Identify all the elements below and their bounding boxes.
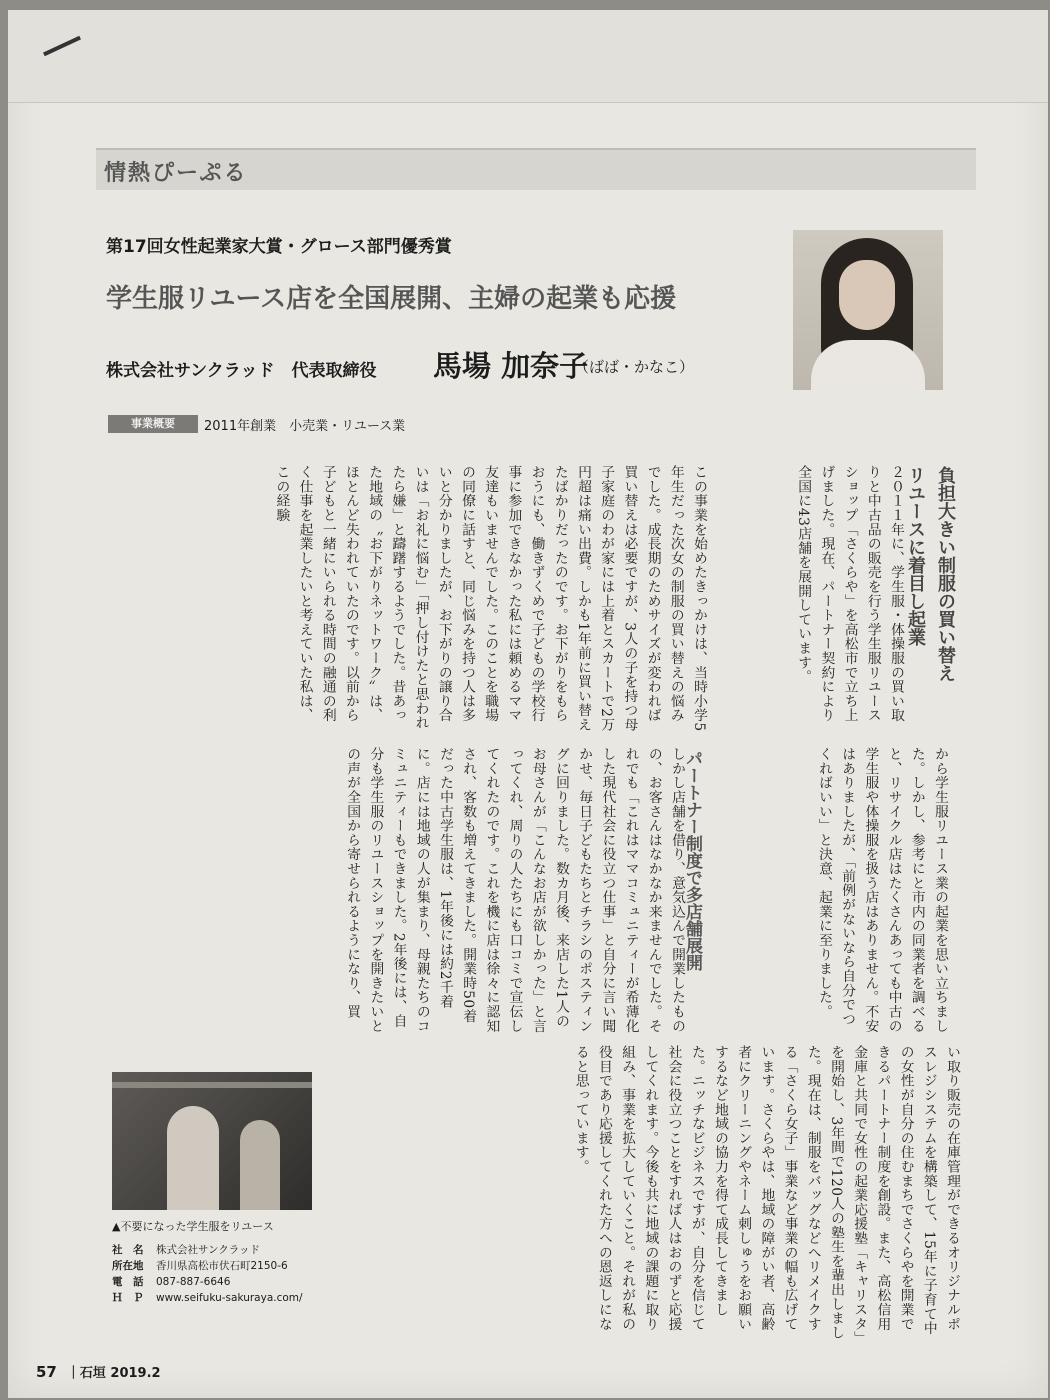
subheading-2: パートナー制度で多店舗展開 — [682, 750, 702, 971]
photo-caption: ▲不要になった学生服をリユース — [112, 1220, 274, 1233]
award-title: 第17回女性起業家大賞・グロース部門優秀賞 — [106, 237, 452, 257]
info-row: 電 話 087-887-6646 — [112, 1276, 231, 1288]
article-col-bottom-right: から学生服リユース業の起業を思い立ちました。しかし、参考にと市内の同業者を調べると、リサイクル店はたくさんあっても中古の学生服や体操服を扱う店はありません。不安はありましたが、「前例がないなら自分でつくればいい」と決意、起業に至りました。 — [815, 747, 948, 1033]
subheading-1: 負担大きい制服の買い替え リユースに着目し起業 — [905, 466, 956, 682]
page-footer — [36, 1362, 161, 1381]
shop-photo — [112, 1072, 312, 1210]
top-band — [8, 10, 1048, 103]
magazine-issue: ｜石垣 2019.2 — [66, 1366, 161, 1381]
info-row: Ｈ Ｐ www.seifuku-sakuraya.com/ — [112, 1292, 303, 1304]
article-col-bottom-left: しかし店舗を借り、意気込んで開業したものの、お客さんはなかなか来ませんでした。それでも「これはママコミュニティーが希薄化した現代社会に役立つ仕事」と自分に言い聞かせ、毎日子どもたちとチラシのポスティングに回りました。数カ月後、来店した1人のお母さんが「こんなお店が欲しかった」と言ってくれ、周りの人たちにも口コミで宣伝してくれたのです。これを機に店は徐々に認知され、客数も増えてきました。開業時50着だった中古学生服は、1年後には約2千着に。店には地域の人が集まり、母親たちのコミュニティーもできました。2年後には、自分も学生服のリユースショップを開きたいとの声が全国から寄せられるようになり、買 — [344, 747, 685, 1033]
page-number: 57 — [36, 1363, 57, 1381]
info-row: 社 名 株式会社サンクラッド — [112, 1244, 261, 1256]
article-col-top-left: この事業を始めたきっかけは、当時小学5年生だった次女の制服の買い替えの悩みでした。成長期のためサイズが変われば買い替えは必要ですが、3人の子を持つ母子家庭のわが家には上着とスカートで2万円超は痛い出費。しかも1年前に買い替えたばかりだったのです。お下がりをもらおうにも、働きずくめで子どもの学校行事に参加できなかった私には頼めるママ友達もいませんでした。このことを職場の同僚に話すと、同じ悩みを持つ人は多いと分かりましたが、お下がりの譲り合いは「お礼に悩む」「押し付けたと思われたら嫌」と躊躇するようでした。昔あった地域の〝お下がりネットワーク〟は、ほとんど失われていたのです。以前から子どもと一緒にいられる時間の融通の利く仕事を起業したいと考えていた私は、この経験 — [273, 465, 707, 732]
info-row: 所在地 香川県高松市伏石町2150-6 — [112, 1260, 288, 1272]
business-value: 2011年創業 小売業・リユース業 — [204, 419, 406, 434]
article-col-last: い取り販売の在庫管理ができるオリジナルポスレジシステムを構築して、15年に子育て中の女性が自分の住むまちでさくらやを開業できるパートナー制度を創設。また、高松信用金庫と共同で女性の起業応援塾「キャリスタ」を開始し、3年間で120人の塾生を輩出しました。現在は、制服をバッグなどへリメイクする「さくら女子」事業など事業の幅も広げています。さくらやは、地域の障がい者、高齢者にクリーニングやネーム刺しゅうをお願いするなど地域の協力を得て成長してきました。ニッチなビジネスですが、自分を信じて社会に役立つことをすれば人はおのずと応援してくれます。今後も共に地域の課題に取り組み、事業を拡大していくこと。それが私の役目であり応援してくれた方への恩返しになると思っています。 — [572, 1045, 960, 1340]
corner-title: 情熱ぴーぷる — [104, 161, 248, 186]
portrait-photo — [793, 230, 943, 390]
ceo-reading: （ばば・かなこ） — [574, 358, 695, 376]
magazine-page — [8, 10, 1048, 1398]
ceo-name: 馬場 加奈子 — [433, 349, 589, 383]
business-label: 事業概要 — [108, 415, 198, 433]
article-headline: 学生服リユース店を全国展開、主婦の起業も応援 — [106, 284, 677, 314]
company-title: 株式会社サンクラッド 代表取締役 — [106, 361, 377, 381]
company-info — [112, 1242, 352, 1306]
article-col-top-right: ２０１１年に、学生服・体操服の買い取りと中古品の販売を行う学生服リユースショップ「さくらや」を高松市で立ち上げました。現在、パートナー契約により全国に43店舗を展開しています。 — [795, 465, 904, 723]
